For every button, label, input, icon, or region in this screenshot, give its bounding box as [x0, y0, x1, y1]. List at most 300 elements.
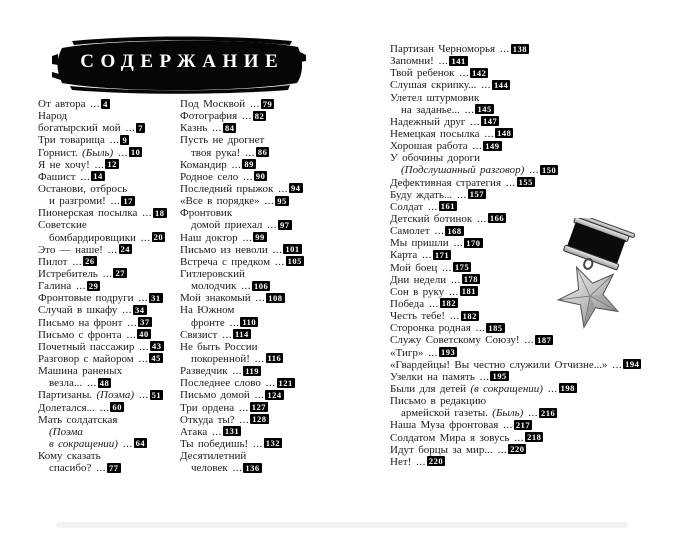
page-number-badge: 220: [510, 444, 525, 455]
toc-entry: [38, 329, 180, 341]
leader-dots: ...: [104, 134, 120, 147]
toc-entry: [38, 256, 180, 268]
page-number-badge: 90: [255, 171, 266, 182]
toc-entry-line: Служу Советскому Союзу! ... 187: [390, 334, 552, 347]
leader-dots: ...: [454, 67, 470, 80]
toc-entry: [180, 389, 338, 401]
page-number-badge: 95: [277, 195, 287, 206]
toc-entry-line: Хорошая работа ... 149: [390, 140, 500, 153]
toc-entry-line: Разведчик ... 119: [180, 365, 259, 378]
toc-entry-line: везла... ... 48: [49, 377, 110, 390]
toc-entry-line: Не быть России: [180, 340, 258, 353]
leader-dots: ...: [71, 280, 86, 293]
page-number-badge: 105: [287, 256, 302, 267]
leader-dots: ...: [133, 352, 149, 365]
toc-entry-line: Буду ждать... ... 157: [390, 188, 485, 201]
toc-entry-line: Фронтовик: [180, 207, 233, 220]
leader-dots: ...: [249, 352, 265, 365]
leader-dots: ...: [249, 389, 265, 402]
toc-entry: [390, 359, 652, 371]
toc-entry-line: Десятилетний: [180, 450, 247, 463]
page-number-badge: 141: [451, 55, 466, 66]
toc-entry-line: Нет! ... 220: [390, 455, 444, 468]
toc-entry: [390, 116, 652, 128]
leader-dots: ...: [424, 297, 439, 310]
toc-entry-line: Дефективная стратегия ... 155: [390, 176, 533, 189]
toc-entry-line: У обочины дороги: [390, 152, 480, 165]
toc-entry: [180, 450, 338, 474]
page-number-badge: 148: [497, 128, 512, 139]
page-number-badge: 4: [103, 98, 108, 109]
leader-dots: ...: [446, 273, 461, 286]
page-number-badge: 195: [492, 371, 507, 382]
toc-entry: [180, 110, 338, 122]
leader-dots: ...: [120, 122, 136, 135]
page-number-badge: 119: [245, 365, 259, 376]
toc-entry-line: Три товарища ... 9: [38, 134, 128, 147]
leader-dots: ...: [97, 267, 113, 280]
leader-dots: ...: [467, 140, 483, 153]
leader-dots: ...: [509, 431, 525, 444]
toc-entry-line: Письмо из неволи ... 101: [180, 243, 300, 256]
page-number-badge: 171: [434, 249, 450, 260]
toc-column-middle: [180, 98, 338, 474]
toc-entry-line: Честь тебе! ... 182: [390, 310, 477, 323]
toc-entry-line: Наша Муза фронтовая ... 217: [390, 419, 531, 432]
toc-entry-line: Это — наше! ... 24: [38, 243, 131, 256]
toc-entry: [38, 98, 180, 110]
toc-entry: [180, 183, 338, 195]
toc-entry: [180, 134, 338, 158]
leader-dots: ...: [445, 310, 460, 323]
page-number-badge: 20: [153, 232, 164, 243]
toc-entry-line: Запомни! ... 141: [390, 55, 466, 68]
toc-entry-line: Последний прыжок ... 94: [180, 182, 301, 195]
toc-entry: [38, 207, 180, 219]
page-number-badge: 136: [245, 462, 260, 473]
page-number-badge: 198: [560, 383, 575, 394]
leader-dots: ...: [270, 255, 285, 268]
toc-entry-line: Дни недели ... 178: [390, 273, 478, 286]
toc-entry: [180, 268, 338, 292]
toc-entry-line: Надежный друг ... 147: [390, 115, 498, 128]
toc-entry-line: Фашист ... 14: [38, 170, 103, 183]
toc-entry-line: Советские: [38, 219, 87, 232]
leader-dots: ...: [117, 437, 133, 450]
toc-entry-line: (Поэма: [49, 425, 83, 438]
toc-entry-line: Откуда ты? ... 128: [180, 413, 267, 426]
toc-entry: [180, 207, 338, 231]
toc-entry-line: Пусть не дрогнет: [180, 134, 265, 147]
leader-dots: ...: [267, 243, 283, 256]
toc-entry-line: «Гвардейцы! Вы честно служили Отчизне...» ... 194: [390, 358, 640, 371]
page-number-badge: 60: [112, 402, 122, 413]
toc-entry: [390, 67, 652, 79]
toc-entry: [180, 195, 338, 207]
page-number-badge: 170: [466, 237, 481, 248]
toc-entry: [180, 98, 338, 110]
page-number-badge: 77: [109, 462, 119, 473]
leader-dots: ...: [234, 401, 249, 414]
leader-dots: ...: [122, 316, 138, 329]
toc-entry: [38, 317, 180, 329]
page-number-badge: 124: [267, 389, 282, 400]
page-number-badge: 27: [115, 268, 125, 279]
toc-entry-line: человек ... 136: [191, 462, 260, 475]
page-number-badge: 9: [122, 134, 128, 145]
leader-dots: ...: [236, 280, 251, 293]
toc-entry: [180, 244, 338, 256]
leader-dots: ...: [113, 146, 128, 159]
page-number-badge: 216: [540, 407, 556, 418]
toc-entry-line: Сон в руку ... 181: [390, 285, 477, 298]
toc-entry-line: Мой боец ... 175: [390, 261, 470, 274]
leader-dots: ...: [519, 334, 535, 347]
page-number-badge: 45: [151, 353, 161, 364]
page-number-badge: 155: [518, 177, 533, 188]
page-number-badge: 84: [224, 122, 235, 133]
toc-entry-line: фронте ... 110: [191, 316, 257, 329]
page-number-badge: 26: [85, 256, 95, 267]
page-number-badge: 101: [285, 244, 300, 255]
leader-dots: ...: [245, 98, 260, 110]
leader-dots: ...: [85, 98, 101, 110]
toc-entry-line: бомбардировщики ... 20: [49, 231, 164, 244]
leader-dots: ...: [523, 407, 538, 420]
leader-dots: ...: [237, 110, 252, 123]
toc-entry: [180, 402, 338, 414]
leader-dots: ...: [472, 212, 487, 225]
page-number-badge: 181: [461, 286, 477, 297]
page-number-badge: 182: [441, 298, 456, 309]
page-number-badge: 220: [428, 456, 444, 467]
toc-entry: [38, 159, 180, 171]
page-number-badge: 14: [93, 171, 103, 182]
toc-entry-line: твоя рука! ... 86: [191, 146, 268, 159]
toc-entry: [38, 414, 180, 450]
toc-entry: [38, 450, 180, 474]
toc-entry: [390, 128, 652, 140]
page-number-badge: 157: [469, 189, 485, 200]
toc-entry-line: Останови, отбрось: [38, 182, 128, 195]
toc-entry: [390, 140, 652, 152]
toc-entry-line: Пионерская посылка ... 18: [38, 207, 165, 220]
page-number-badge: 37: [140, 317, 150, 328]
toc-entry-line: Истребитель ... 27: [38, 267, 125, 280]
contents-title: СОДЕРЖАНИЕ: [80, 51, 285, 72]
toc-entry: [390, 43, 652, 55]
toc-entry: [180, 171, 338, 183]
toc-entry: [180, 438, 338, 450]
toc-entry: [180, 426, 338, 438]
toc-entry-line: богатырский мой ... 7: [38, 122, 143, 135]
toc-entry: [38, 183, 180, 207]
page-number-badge: 147: [483, 116, 498, 127]
toc-entry: [390, 92, 652, 116]
toc-entry-line: домой приехал ... 97: [191, 219, 290, 232]
toc-entry-line: Солдатом Мира я зовусь ... 218: [390, 431, 542, 444]
toc-entry: [38, 389, 180, 401]
toc-entry: [390, 347, 652, 359]
toc-entry-line: Сторонка родная ... 185: [390, 322, 503, 335]
toc-entry-line: Карта ... 171: [390, 249, 450, 262]
toc-entry-line: Случай в шкафу ... 34: [38, 304, 145, 317]
toc-entry-line: Письмо на фронт ... 37: [38, 316, 150, 329]
leader-dots: ...: [121, 328, 137, 341]
leader-dots: ...: [75, 170, 91, 183]
toc-entry: [390, 152, 652, 176]
toc-entry: [38, 244, 180, 256]
toc-entry-line: покоренной! ... 116: [191, 352, 282, 365]
toc-entry: [38, 171, 180, 183]
page-number-badge: 193: [440, 347, 456, 358]
leader-dots: ...: [250, 292, 266, 305]
leader-dots: ...: [433, 55, 449, 68]
toc-entry: [180, 232, 338, 244]
page-number-badge: 106: [253, 280, 269, 291]
toc-entry-line: армейской газеты. (Быль) ... 216: [401, 407, 556, 420]
toc-entry-line: Победа ... 182: [390, 297, 456, 310]
leader-dots: ...: [479, 127, 495, 140]
toc-entry-line: Ты победишь! ... 132: [180, 437, 280, 450]
leader-dots: ...: [207, 425, 222, 438]
toc-entry-line: Мой знакомый ... 108: [180, 292, 283, 305]
leader-dots: ...: [260, 377, 276, 390]
toc-entry-line: Были для детей (в сокращении) ... 198: [390, 382, 575, 395]
toc-entry: [38, 304, 180, 316]
leader-dots: ...: [542, 382, 558, 395]
page-number-badge: 34: [135, 304, 145, 315]
leader-dots: ...: [133, 292, 149, 305]
toc-entry-line: Атака ... 131: [180, 425, 240, 438]
page-number-badge: 145: [477, 104, 492, 115]
toc-entry-line: «Тигр» ... 193: [390, 346, 456, 359]
leader-dots: ...: [423, 346, 438, 359]
toc-column-left: [38, 98, 180, 474]
page-number-badge: 31: [151, 292, 161, 303]
toc-entry: [390, 456, 652, 468]
page-number-badge: 18: [155, 207, 165, 218]
page-number-badge: 161: [440, 201, 456, 212]
toc-entry-line: на заданье... ... 145: [401, 103, 492, 116]
leader-dots: ...: [411, 455, 426, 468]
page-number-badge: 48: [99, 377, 110, 388]
leader-dots: ...: [226, 158, 242, 171]
leader-dots: ...: [102, 243, 118, 256]
leader-dots: ...: [459, 103, 475, 116]
toc-entry: [180, 341, 338, 365]
leader-dots: ...: [137, 207, 153, 220]
leader-dots: ...: [437, 261, 452, 274]
toc-entry: [390, 371, 652, 383]
page-number-badge: 94: [291, 183, 301, 194]
toc-entry-line: Почетный пассажир ... 43: [38, 340, 162, 353]
leader-dots: ...: [429, 225, 445, 238]
toc-entry-line: Улетел штурмовик: [390, 91, 480, 104]
toc-entry-line: Солдат ... 161: [390, 200, 456, 213]
toc-entry-line: и разгроми! ... 17: [49, 195, 133, 208]
page-number-badge: 24: [120, 244, 131, 255]
leader-dots: ...: [105, 195, 121, 208]
toc-entry-line: Узелки на память ... 195: [390, 370, 507, 383]
page-number-badge: 40: [139, 329, 149, 340]
page-number-badge: 132: [265, 438, 280, 449]
leader-dots: ...: [470, 322, 486, 335]
toc-entry-line: Казнь ... 84: [180, 122, 235, 135]
leader-dots: ...: [248, 437, 263, 450]
leader-dots: ...: [498, 419, 513, 432]
toc-entry: [390, 432, 652, 444]
toc-entry: [390, 444, 652, 456]
toc-entry-line: Мы пришли ... 170: [390, 237, 481, 250]
page-number-badge: 128: [252, 414, 267, 425]
leader-dots: ...: [240, 146, 255, 159]
toc-entry-line: Твой ребенок ... 142: [390, 67, 487, 80]
toc-entry-line: Кому сказать: [38, 450, 101, 463]
toc-entry: [390, 79, 652, 91]
toc-entry: [38, 341, 180, 353]
toc-entry: [38, 280, 180, 292]
toc-entry-line: Фотография ... 82: [180, 110, 265, 123]
leader-dots: ...: [217, 328, 232, 341]
toc-entry-line: спасибо? ... 77: [49, 462, 119, 475]
page-number-badge: 82: [254, 110, 265, 121]
leader-dots: ...: [234, 413, 250, 426]
toc-entry: [180, 122, 338, 134]
toc-entry-line: От автора ... 4: [38, 98, 108, 110]
leader-dots: ...: [117, 304, 133, 317]
leader-dots: ...: [465, 115, 480, 128]
page-number-badge: 149: [485, 140, 500, 151]
toc-entry-line: Идут борцы за мир... ... 220: [390, 443, 525, 456]
leader-dots: ...: [607, 358, 623, 371]
page-number-badge: 43: [152, 341, 162, 352]
page-number-badge: 17: [123, 195, 133, 206]
toc-entry-line: Под Москвой ... 79: [180, 98, 273, 110]
leader-dots: ...: [423, 200, 438, 213]
leader-dots: ...: [67, 255, 83, 268]
toc-entry-line: Родное село ... 90: [180, 170, 266, 183]
toc-entry-line: Наш доктор ... 99: [180, 231, 265, 244]
toc-entry-line: Гитлеровский: [180, 267, 245, 280]
leader-dots: ...: [273, 182, 288, 195]
toc-entry: [38, 110, 180, 134]
page-number-badge: 217: [515, 419, 531, 430]
toc-entry-line: Немецкая посылка ... 148: [390, 127, 512, 140]
toc-entry-line: Детский ботинок ... 166: [390, 212, 505, 225]
toc-entry-line: Долетался... ... 60: [38, 401, 122, 414]
leader-dots: ...: [259, 195, 275, 208]
toc-entry-line: Мать солдатская: [38, 413, 118, 426]
leader-dots: ...: [91, 462, 107, 475]
toc-entry: [390, 189, 652, 201]
page-number-badge: 89: [244, 159, 254, 170]
page-number-badge: 121: [278, 377, 293, 388]
page-number-badge: 51: [151, 389, 162, 400]
toc-entry-line: (Подслушанный разговор) ... 150: [401, 164, 557, 177]
toc-entry-line: «Все в порядке» ... 95: [180, 195, 287, 208]
leader-dots: ...: [237, 231, 253, 244]
leader-dots: ...: [495, 43, 510, 55]
toc-entry-line: Письмо в редакцию: [390, 395, 487, 408]
toc-entry: [390, 419, 652, 431]
toc-entry: [390, 177, 652, 189]
toc-entry-line: На Южном: [180, 304, 235, 317]
page-number-badge: 116: [267, 353, 282, 364]
page-number-badge: 7: [138, 122, 143, 133]
page-number-badge: 86: [257, 147, 268, 158]
toc-entry-line: Машина раненых: [38, 365, 123, 378]
toc-entry: [180, 414, 338, 426]
toc-entry: [180, 365, 338, 377]
leader-dots: ...: [94, 401, 110, 414]
page-number-badge: 12: [107, 159, 117, 170]
toc-entry: [38, 292, 180, 304]
page-bottom-edge: [56, 522, 628, 528]
page-number-badge: 178: [463, 274, 478, 285]
leader-dots: ...: [134, 389, 149, 402]
toc-entry-line: Слушая скрипку... ... 144: [390, 79, 509, 92]
contents-title-banner: [52, 34, 306, 96]
page-number-badge: 29: [88, 280, 99, 291]
page-number-badge: 10: [130, 147, 141, 158]
leader-dots: ...: [227, 365, 243, 378]
page-number-badge: 185: [488, 322, 503, 333]
leader-dots: ...: [135, 231, 151, 244]
page-number-badge: 194: [625, 359, 640, 370]
toc-entry: [390, 334, 652, 346]
leader-dots: ...: [452, 188, 467, 201]
toc-entry-line: Народ: [38, 110, 68, 123]
toc-entry: [390, 201, 652, 213]
page-number-badge: 175: [454, 262, 470, 273]
page-number-badge: 150: [541, 164, 557, 175]
toc-entry: [180, 256, 338, 268]
toc-entry-line: Горнист. (Быль) ... 10: [38, 146, 141, 159]
toc-entry: [38, 365, 180, 389]
toc-entry: [180, 377, 338, 389]
toc-entry: [390, 383, 652, 395]
toc-entry: [180, 304, 338, 328]
gold-star-medal-icon: [548, 218, 652, 336]
page-number-badge: 168: [447, 225, 462, 236]
toc-entry: [180, 329, 338, 341]
toc-entry-line: Связист ... 114: [180, 328, 249, 341]
leader-dots: ...: [476, 79, 492, 92]
leader-dots: ...: [524, 164, 539, 177]
toc-entry: [38, 402, 180, 414]
page-number-badge: 138: [512, 43, 527, 54]
toc-entry: [38, 147, 180, 159]
toc-entry-line: Партизаны. (Поэма) ... 51: [38, 389, 162, 402]
toc-entry: [38, 134, 180, 146]
leader-dots: ...: [224, 316, 240, 329]
toc-entry-line: Три ордена ... 127: [180, 401, 266, 414]
toc-entry-line: Я не хочу! ... 12: [38, 158, 117, 171]
page-number-badge: 108: [268, 292, 283, 303]
page-number-badge: 182: [462, 310, 477, 321]
toc-entry: [38, 268, 180, 280]
toc-entry-line: Встреча с предком ... 105: [180, 255, 302, 268]
page-number-badge: 79: [262, 98, 273, 109]
page-number-badge: 142: [472, 67, 487, 78]
leader-dots: ...: [238, 170, 253, 183]
leader-dots: ...: [444, 285, 459, 298]
page-number-badge: 97: [280, 219, 290, 230]
leader-dots: ...: [82, 377, 97, 390]
page-number-badge: 110: [242, 317, 257, 328]
leader-dots: ...: [492, 443, 508, 456]
